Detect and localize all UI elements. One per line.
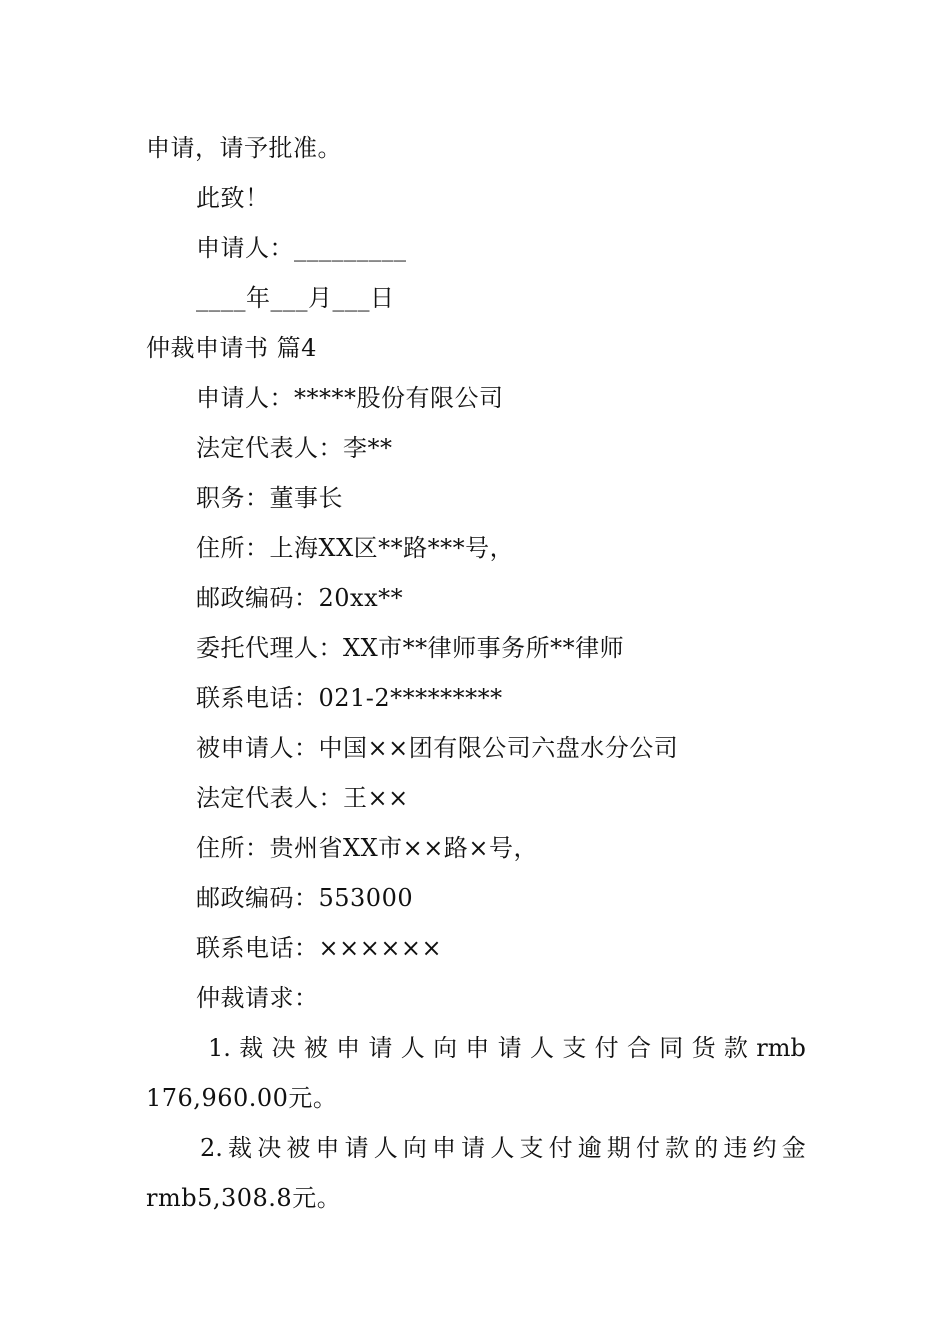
claims-heading: 仲裁请求： <box>196 984 319 1012</box>
respondent-representative-line: 法定代表人：王×× <box>196 784 409 812</box>
address-line: 住所：上海XX区**路***号， <box>196 534 515 562</box>
closing-request-line: 申请，请予批准。 <box>146 134 342 162</box>
phone-line: 联系电话：021-2********* <box>196 684 503 712</box>
legal-representative-line: 法定代表人：李** <box>196 434 393 462</box>
postal-code-line: 邮政编码：20xx** <box>196 584 404 612</box>
applicant-signature-line: 申请人：_________ <box>196 234 407 262</box>
salutation-line: 此致！ <box>196 184 270 212</box>
respondent-postal-code-line: 邮政编码：553000 <box>196 884 414 912</box>
date-line: ____年___月___日 <box>196 284 395 312</box>
section-heading: 仲裁申请书 篇4 <box>146 334 317 362</box>
respondent-line: 被申请人：中国××团有限公司六盘水分公司 <box>196 734 679 762</box>
respondent-address-line: 住所：贵州省XX市××路×号， <box>196 834 538 862</box>
claim-item-1-continuation: 176,960.00元。 <box>146 1084 338 1112</box>
claim-item-2: 2. 裁 决 被 申 请 人 向 申 请 人 支 付 逾 期 付 款 的 违 约 金 <box>200 1134 806 1162</box>
applicant-line: 申请人：*****股份有限公司 <box>196 384 504 412</box>
claim-item-1: 1. 裁 决 被 申 请 人 向 申 请 人 支 付 合 同 货 款 rmb <box>208 1034 806 1062</box>
claim-item-2-continuation: rmb5,308.8元。 <box>146 1184 342 1212</box>
agent-line: 委托代理人：XX市**律师事务所**律师 <box>196 634 625 662</box>
respondent-phone-line: 联系电话：×××××× <box>196 934 443 962</box>
position-line: 职务：董事长 <box>196 484 343 512</box>
